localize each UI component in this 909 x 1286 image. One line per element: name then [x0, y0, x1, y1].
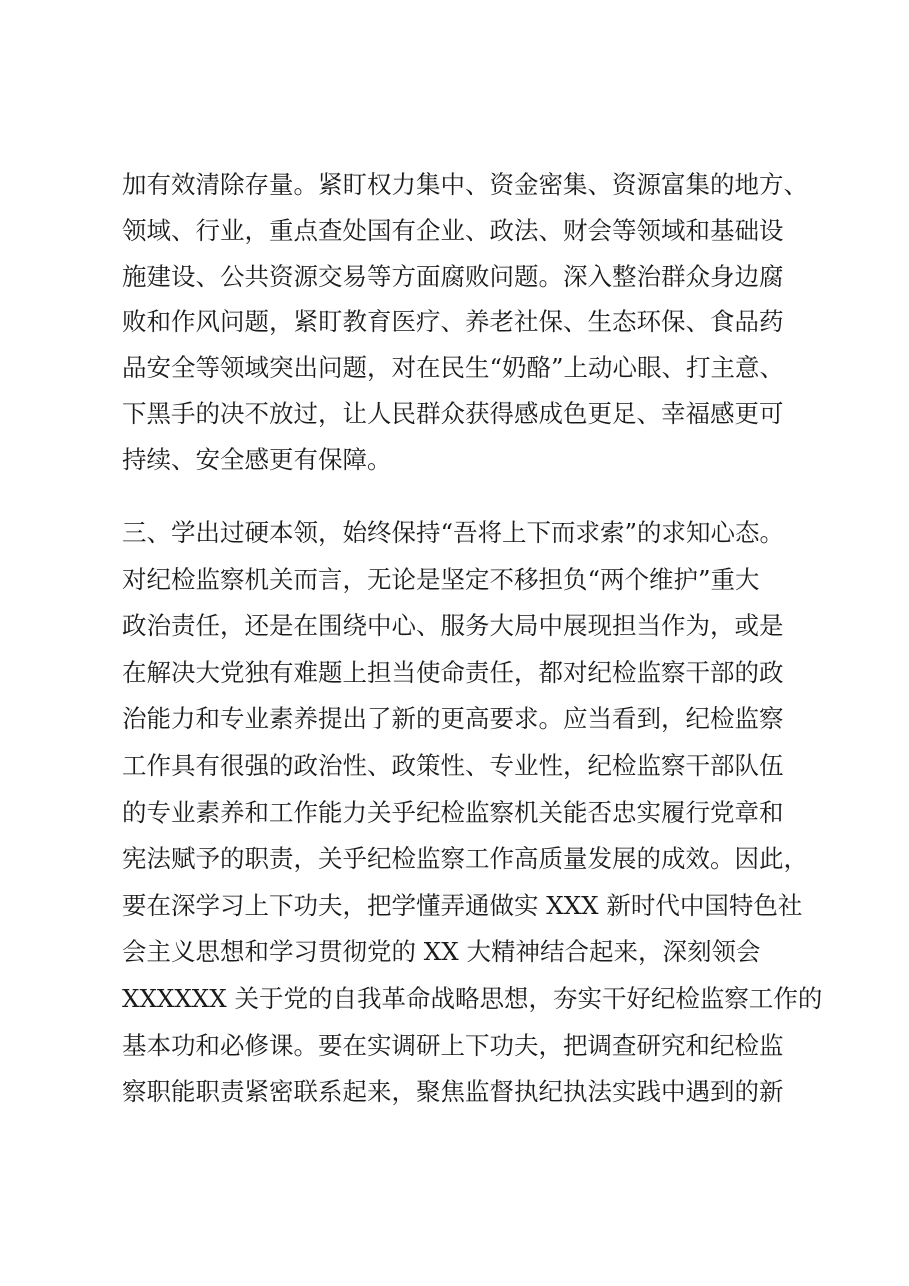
text-line: 施建设、公共资源交易等方面腐败问题。深入整治群众身边腐: [122, 261, 784, 291]
text-line: 的专业素养和工作能力关乎纪检监察机关能否忠实履行党章和: [122, 797, 784, 827]
text-line: 败和作风问题，紧盯教育医疗、养老社保、生态环保、食品药: [122, 307, 784, 337]
text-line: 领域、行业，重点查处国有企业、政法、财会等领域和基础设: [122, 215, 784, 245]
section-heading-line: 三、学出过硬本领，始终保持“吾将上下而求索”的求知心态。: [122, 518, 785, 547]
text-line: 治能力和专业素养提出了新的更高要求。应当看到，纪检监察: [122, 704, 784, 734]
text-line: 基本功和必修课。要在实调研上下功夫，把调查研究和纪检监: [122, 1030, 784, 1060]
text-line: 工作具有很强的政治性、政策性、专业性，纪检监察干部队伍: [122, 750, 784, 780]
text-line: 持续、安全感更有保障。: [122, 444, 392, 474]
text-line: 要在深学习上下功夫，把学懂弄通做实 XXX 新时代中国特色社: [122, 890, 803, 920]
text-line: 加有效清除存量。紧盯权力集中、资金密集、资源富集的地方、: [122, 170, 808, 199]
paragraph-1: [122, 162, 812, 483]
text-line: 会主义思想和学习贯彻党的 XX 大精神结合起来，深刻领会: [122, 937, 761, 967]
text-line: 政治责任，还是在围绕中心、服务大局中展现担当作为，或是: [122, 611, 784, 641]
paragraph-2: [122, 510, 823, 1116]
text-line: 在解决大党独有难题上担当使命责任，都对纪检监察干部的政: [122, 657, 784, 687]
text-line: 宪法赋予的职责，关乎纪检监察工作高质量发展的成效。因此，: [122, 844, 808, 874]
text-line: 察职能职责紧密联系起来，聚焦监督执纪执法实践中遇到的新: [122, 1077, 784, 1107]
text-line: XXXXXX 关于党的自我革命战略思想，夯实干好纪检监察工作的: [122, 983, 823, 1013]
text-line: 品安全等领域突出问题，对在民生“奶酪”上动心眼、打主意、: [122, 353, 785, 383]
text-line: 下黑手的决不放过，让人民群众获得感成色更足、幸福感更可: [122, 398, 784, 428]
text-line: 对纪检监察机关而言，无论是坚定不移担负“两个维护”重大: [122, 564, 760, 594]
